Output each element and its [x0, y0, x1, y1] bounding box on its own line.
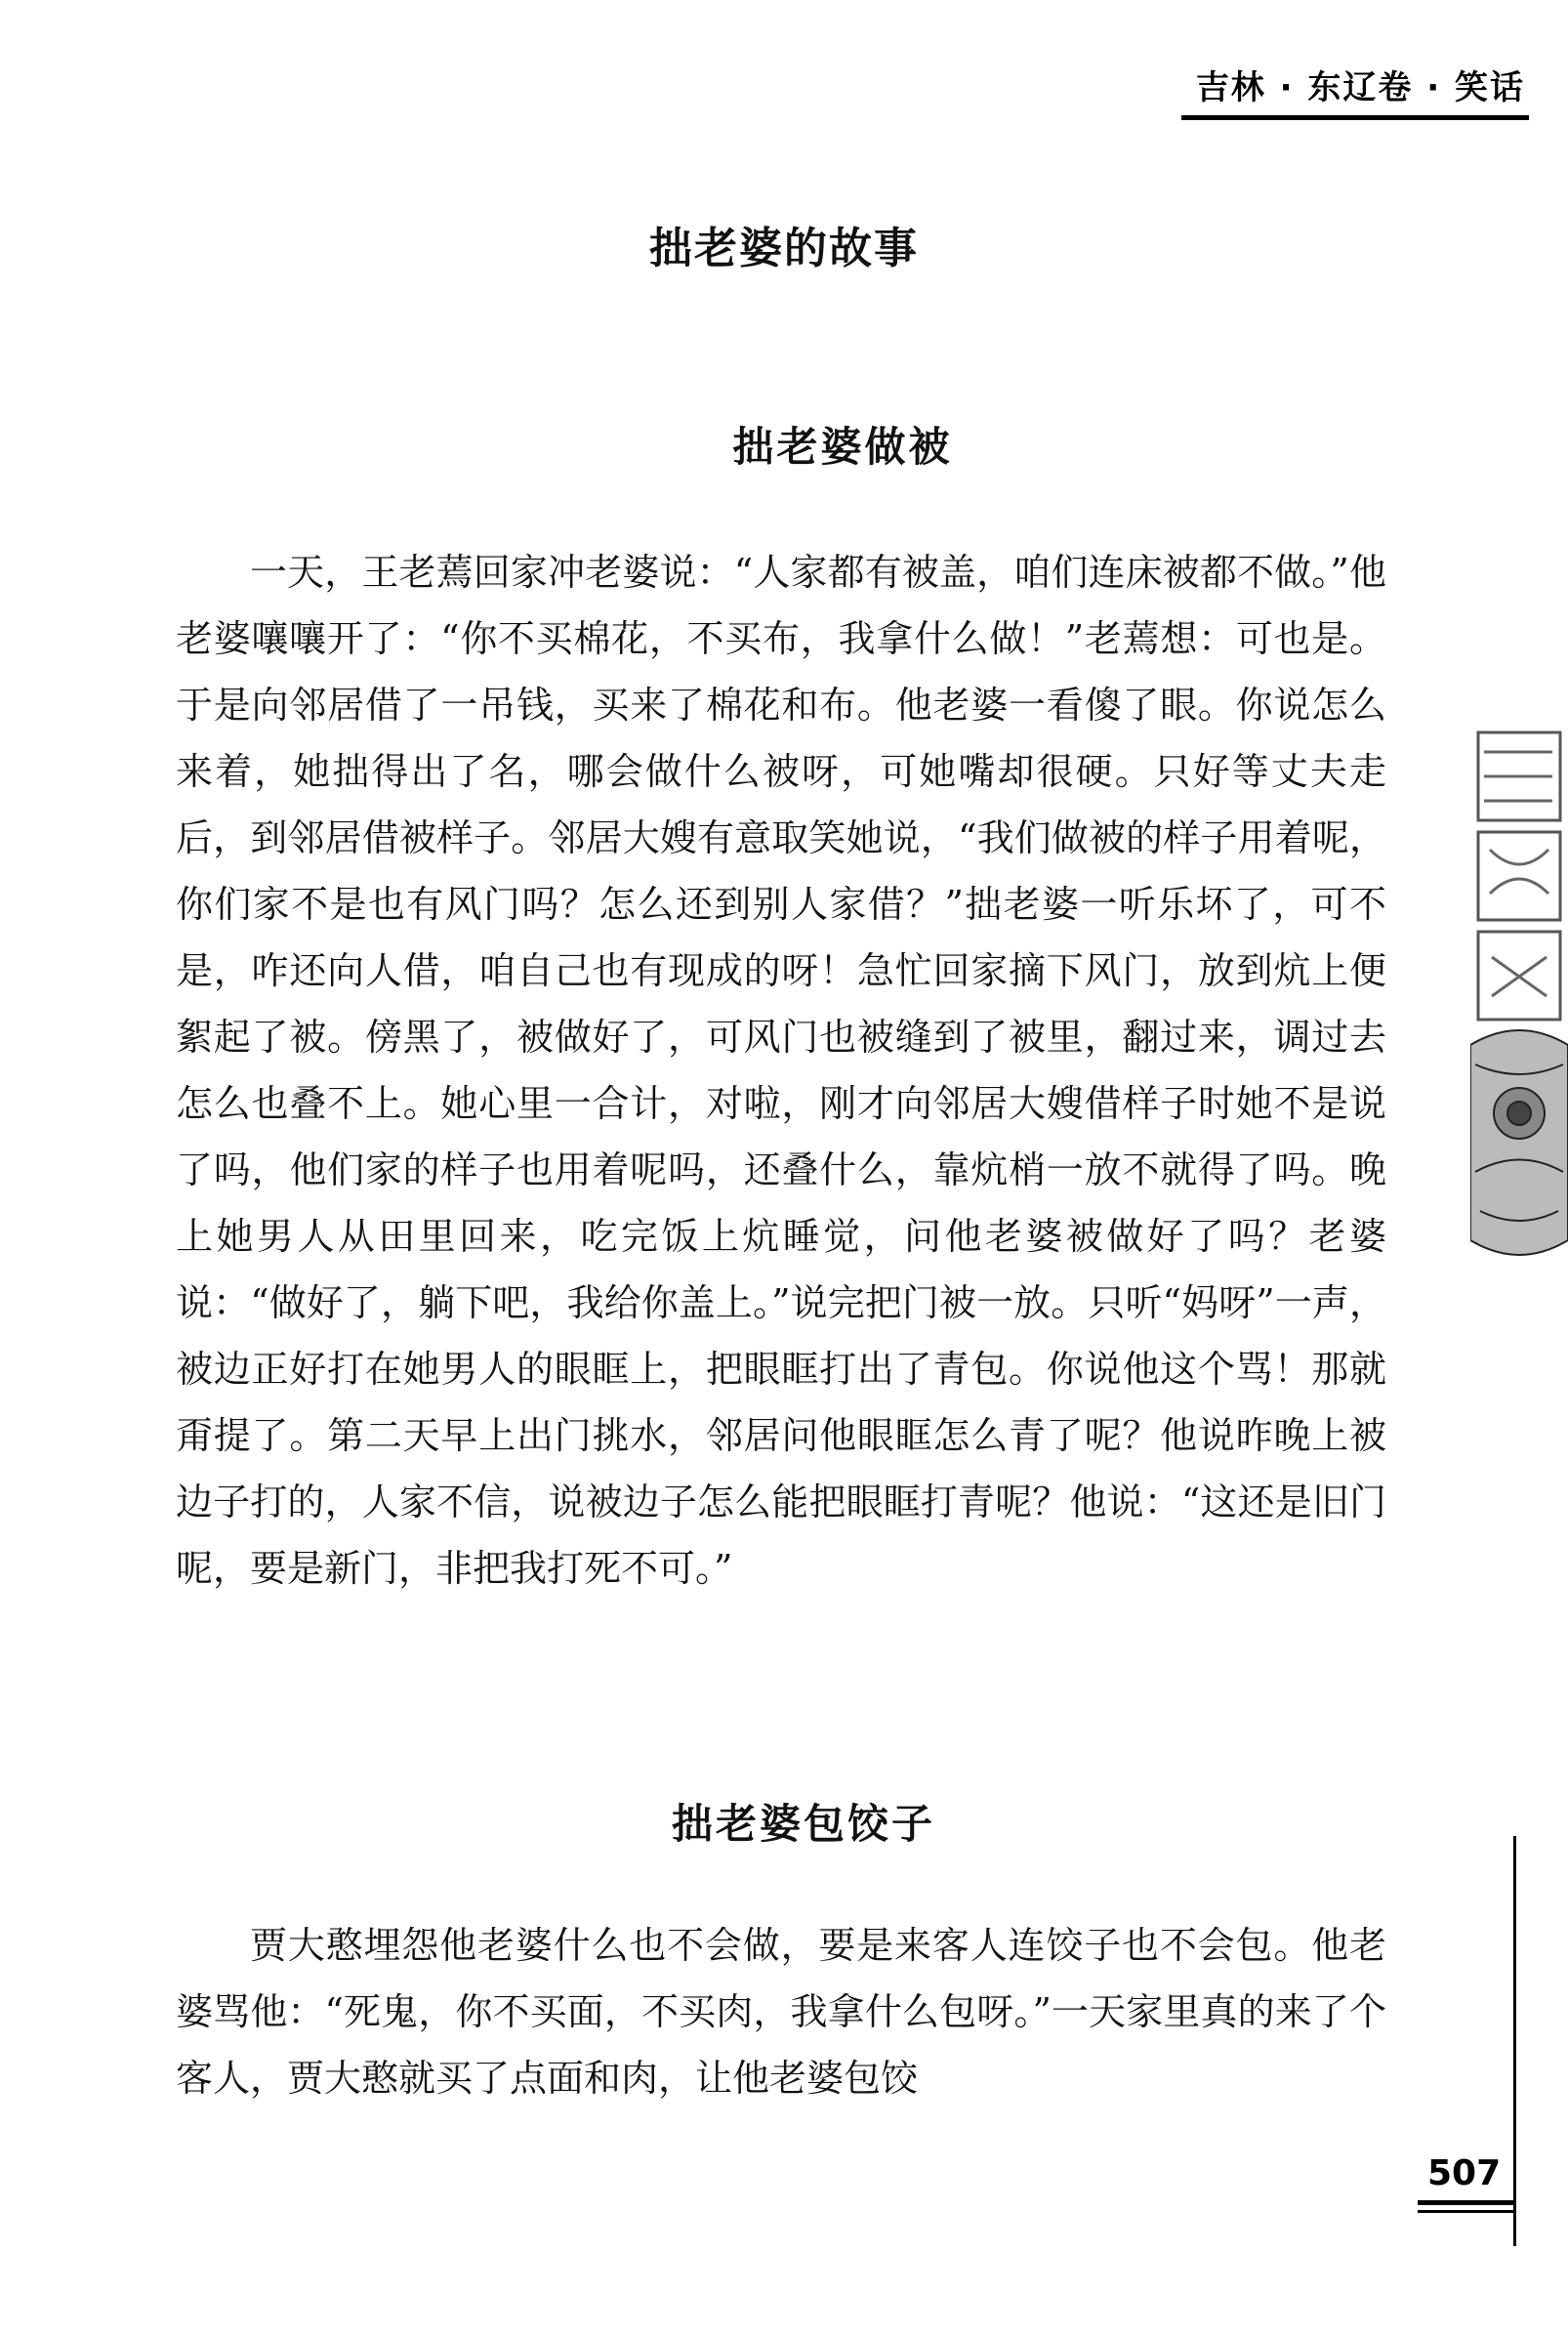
- margin-rule: [1513, 1836, 1516, 2246]
- page-title: 拙老婆的故事: [649, 224, 919, 273]
- page-number-rule: [1418, 2200, 1515, 2205]
- header-rule: [1181, 115, 1529, 120]
- section-paragraph-quilt: 一天，王老蔫回家冲老婆说：“人家都有被盖，咱们连床被都不做。”他老婆嚷嚷开了：“你不买棉花，不买布，我拿什么做！”老蔫想：可也是。于是向邻居借了一吊钱，买来了棉花和布。他老婆一看傻了眼。你说怎么来着，她拙得出了名，哪会做什么被呀，可她嘴却很硬。只好等丈夫走后，到邻居借被样子。邻居大嫂有意取笑她说，“我们做被的样子用着呢，你们家不是也有风门吗？怎么还到别人家借？”拙老婆一听乐坏了，可不是，咋还向人借，咱自己也有现成的呀！急忙回家摘下风门，放到炕上便絮起了被。傍黑了，被做好了，可风门也被缝到了被里，翻过来，调过去怎么也叠不上。她心里一合计，对啦，刚才向邻居大嫂借样子时她不是说了吗，他们家的样子也用着呢吗，还叠什么，靠炕梢一放不就得了吗。晚上她男人从田里回来，吃完饭上炕睡觉，问他老婆被做好了吗？老婆说：“做好了，躺下吧，我给你盖上。”说完把门被一放。只听“妈呀”一声，被边正好打在她男人的眼眶上，把眼眶打出了青包。你说他这个骂！那就甭提了。第二天早上出门挑水，邻居问他眼眶怎么青了呢？他说昨晚上被边子打的，人家不信，说被边子怎么能把眼眶打青呢？他说：“这还是旧门呢，要是新门，非把我打死不可。”: [176, 551, 1386, 1590]
- running-head: 吉林 · 东辽卷 · 笑话: [1195, 68, 1525, 107]
- section-paragraph-dumplings: 贾大憨埋怨他老婆什么也不会做，要是来客人连饺子也不会包。他老婆骂他：“死鬼，你不买面，不买肉，我拿什么包呀。”一天家里真的来了个客人，贾大憨就买了点面和肉，让他老婆包饺: [176, 1924, 1386, 2100]
- section-heading-quilt: 拙老婆做被: [732, 423, 953, 471]
- page-number: 507: [1427, 2153, 1502, 2193]
- page-number-rule-thin: [1418, 2210, 1515, 2213]
- section-heading-dumplings: 拙老婆包饺子: [671, 1800, 935, 1848]
- side-decoration-icon: [1470, 723, 1568, 1270]
